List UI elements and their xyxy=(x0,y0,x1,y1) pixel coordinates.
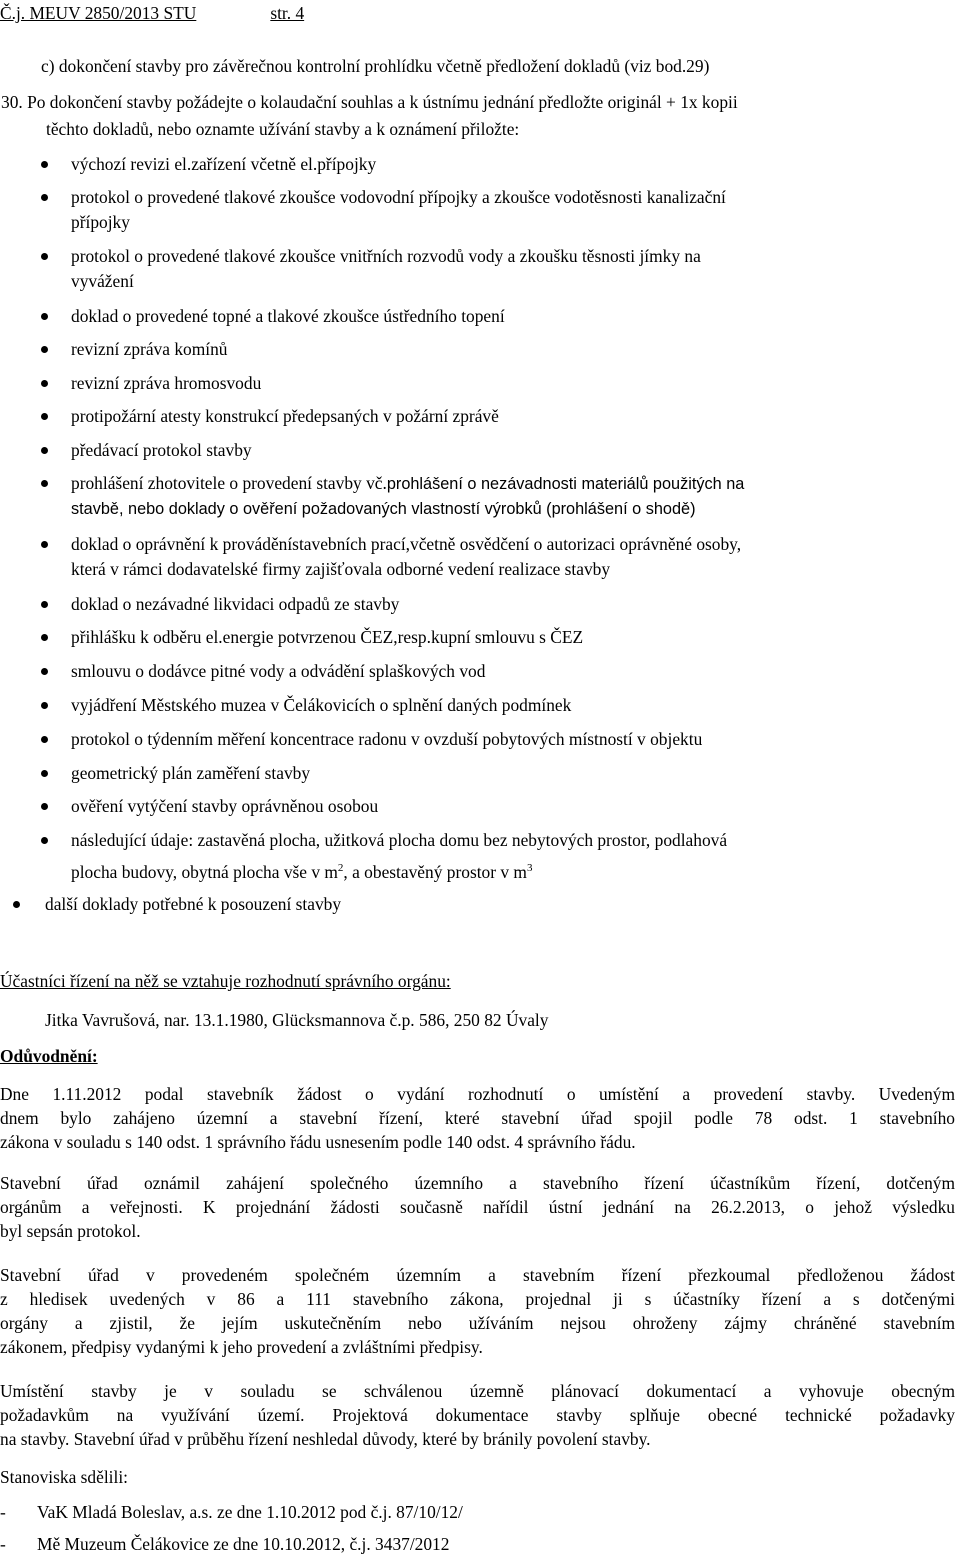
list-item-text-cont: přípojky xyxy=(71,212,130,232)
paragraph-4: Umístění stavby je v souladu se schválenou územně plánovací dokumentací a vyhovuje obecným požadavkům na využívání území. Projektová dokumentace stavby splňuje obecné technické požadavky na stavby. Stavební úřad v průběhu řízení neshledal důvody, které by bránily povolení stavby. xyxy=(0,1381,955,1449)
page-number: str. 4 xyxy=(270,3,305,23)
item-30-line2: těchto dokladů, nebo oznamte užívání stavby a k oznámení přiložte: xyxy=(46,119,520,139)
list-item-text: revizní zpráva komínů xyxy=(71,339,228,359)
other-docs: další doklady potřebné k posouzení stavby xyxy=(45,894,342,914)
bullet-icon xyxy=(41,668,48,675)
list-item-text: doklad o oprávnění k prováděnístavebních prací,včetně osvědčení o autorizaci oprávněné osoby, xyxy=(71,534,742,554)
bullet-icon xyxy=(41,194,48,201)
list-item-text-cont: stavbě, nebo doklady o ověření požadovaných vlastností výrobků (prohlášení o shodě) xyxy=(71,500,696,518)
bullet-icon xyxy=(41,736,48,743)
bullet-icon xyxy=(41,447,48,454)
opinion-dash: - xyxy=(0,1502,6,1522)
bullet-icon xyxy=(41,770,48,777)
list-item-text: předávací protokol stavby xyxy=(71,440,252,460)
paragraph-1: Dne 1.11.2012 podal stavebník žádost o vydání rozhodnutí o umístění a provedení stavby. Uvedeným dnem bylo zahájeno územní a stavební řízení, které stavební úřad spojil podle 78 odst. 1 stavebního zákona v souladu s 140 odst. 1 správního řádu usnesením podle 140 odst. 4 správního řádu. xyxy=(0,1084,955,1152)
list-item-text: protokol o týdenním měření koncentrace radonu v ovzduší pobytových místností v objektu xyxy=(71,729,703,749)
opinion-dash: - xyxy=(0,1534,6,1554)
list-item-text-cont: vyvážení xyxy=(71,271,134,291)
opinions-heading: Stanoviska sdělili: xyxy=(0,1467,129,1487)
bullet-icon xyxy=(41,541,48,548)
list-item-text: protipožární atesty konstrukcí předepsaných v požární zprávě xyxy=(71,406,499,426)
list-item-text: doklad o provedené topné a tlakové zkoušce ústředního topení xyxy=(71,306,505,326)
reasoning-heading: Odůvodnění: xyxy=(0,1046,98,1066)
document-reference: Č.j. MEUV 2850/2013 STU xyxy=(0,3,197,23)
paragraph-3: Stavební úřad v provedeném společném územním a stavebním řízení přezkoumal předloženou žádost z hledisek uvedených v 86 a 111 stavebního zákona, projednal ji s účastníky řízení a s dotčenými orgány a zjistil, že jejím uskutečněním nebo užíváním nejsou ohroženy zájmy chráněné stavebním zákonem, předpisy vydanými k jeho provedení a zvláštními předpisy. xyxy=(0,1265,955,1357)
paragraph-2: Stavební úřad oznámil zahájení společného územního a stavebního řízení účastníkům řízení, dotčeným orgánům a veřejnosti. K projednání žádosti současně nařídil ústní jednání na 26.2.2013, o jehož výsledku byl sepsán protokol. xyxy=(0,1173,955,1241)
list-item-text: protokol o provedené tlakové zkoušce vodovodní přípojky a zkoušce vodotěsnosti kanalizační xyxy=(71,187,726,207)
page-header xyxy=(0,2,304,24)
bullet-icon xyxy=(41,161,48,168)
bullet-icon xyxy=(41,480,48,487)
bullet-icon xyxy=(41,702,48,709)
list-item-text: následující údaje: zastavěná plocha, užitková plocha domu bez nebytových prostor, podlahová xyxy=(71,830,728,850)
bullet-icon xyxy=(41,313,48,320)
bullet-icon xyxy=(41,803,48,810)
participant: Jitka Vavrušová, nar. 13.1.1980, Glücksmannova č.p. 586, 250 82 Úvaly xyxy=(45,1010,549,1030)
list-item-text: výchozí revizi el.zařízení včetně el.přípojky xyxy=(71,154,377,174)
list-item-text: geometrický plán zaměření stavby xyxy=(71,763,311,783)
opinion-item: Mě Muzeum Čelákovice ze dne 10.10.2012, č.j. 3437/2012 xyxy=(37,1534,450,1554)
list-item-text-cont: plocha budovy, obytná plocha vše v $m^2$, a obestavěný prostor v $m^3$ xyxy=(71,861,533,882)
bullet-icon xyxy=(41,413,48,420)
list-item-text: ověření vytýčení stavby oprávněnou osobou xyxy=(71,796,379,816)
bullet-icon xyxy=(13,901,20,908)
bullet-icon xyxy=(41,634,48,641)
bullet-icon xyxy=(41,253,48,260)
participants-heading: Účastníci řízení na něž se vztahuje rozhodnutí správního orgánu: xyxy=(0,971,451,991)
bullet-icon xyxy=(41,601,48,608)
list-item-text: doklad o nezávadné likvidaci odpadů ze stavby xyxy=(71,594,400,614)
list-item-text: vyjádření Městského muzea v Čelákovicích o splnění daných podmínek xyxy=(71,695,572,715)
item-c: c) dokončení stavby pro závěrečnou kontrolní prohlídku včetně předložení dokladů (viz bod.29) xyxy=(41,56,710,76)
list-item-text: prohlášení zhotovitele o provedení stavby vč.prohlášení o nezávadnosti materiálů použitých na xyxy=(71,473,745,493)
bullet-icon xyxy=(41,837,48,844)
bullet-icon xyxy=(41,380,48,387)
list-item-text: revizní zpráva hromosvodu xyxy=(71,373,262,393)
list-item-text: smlouvu o dodávce pitné vody a odvádění splaškových vod xyxy=(71,661,486,681)
item-30-line1: 30. Po dokončení stavby požádejte o kolaudační souhlas a k ústnímu jednání předložte originál + 1x kopii xyxy=(1,92,738,112)
list-item-text: přihlášku k odběru el.energie potvrzenou ČEZ,resp.kupní smlouvu s ČEZ xyxy=(71,627,584,647)
list-item-text: protokol o provedené tlakové zkoušce vnitřních rozvodů vody a zkoušku těsnosti jímky na xyxy=(71,246,701,266)
bullet-icon xyxy=(41,346,48,353)
opinion-item: VaK Mladá Boleslav, a.s. ze dne 1.10.2012 pod č.j. 87/10/12/ xyxy=(37,1502,463,1522)
list-item-text-cont: která v rámci dodavatelské firmy zajišťovala odborné vedení realizace stavby xyxy=(71,559,611,579)
